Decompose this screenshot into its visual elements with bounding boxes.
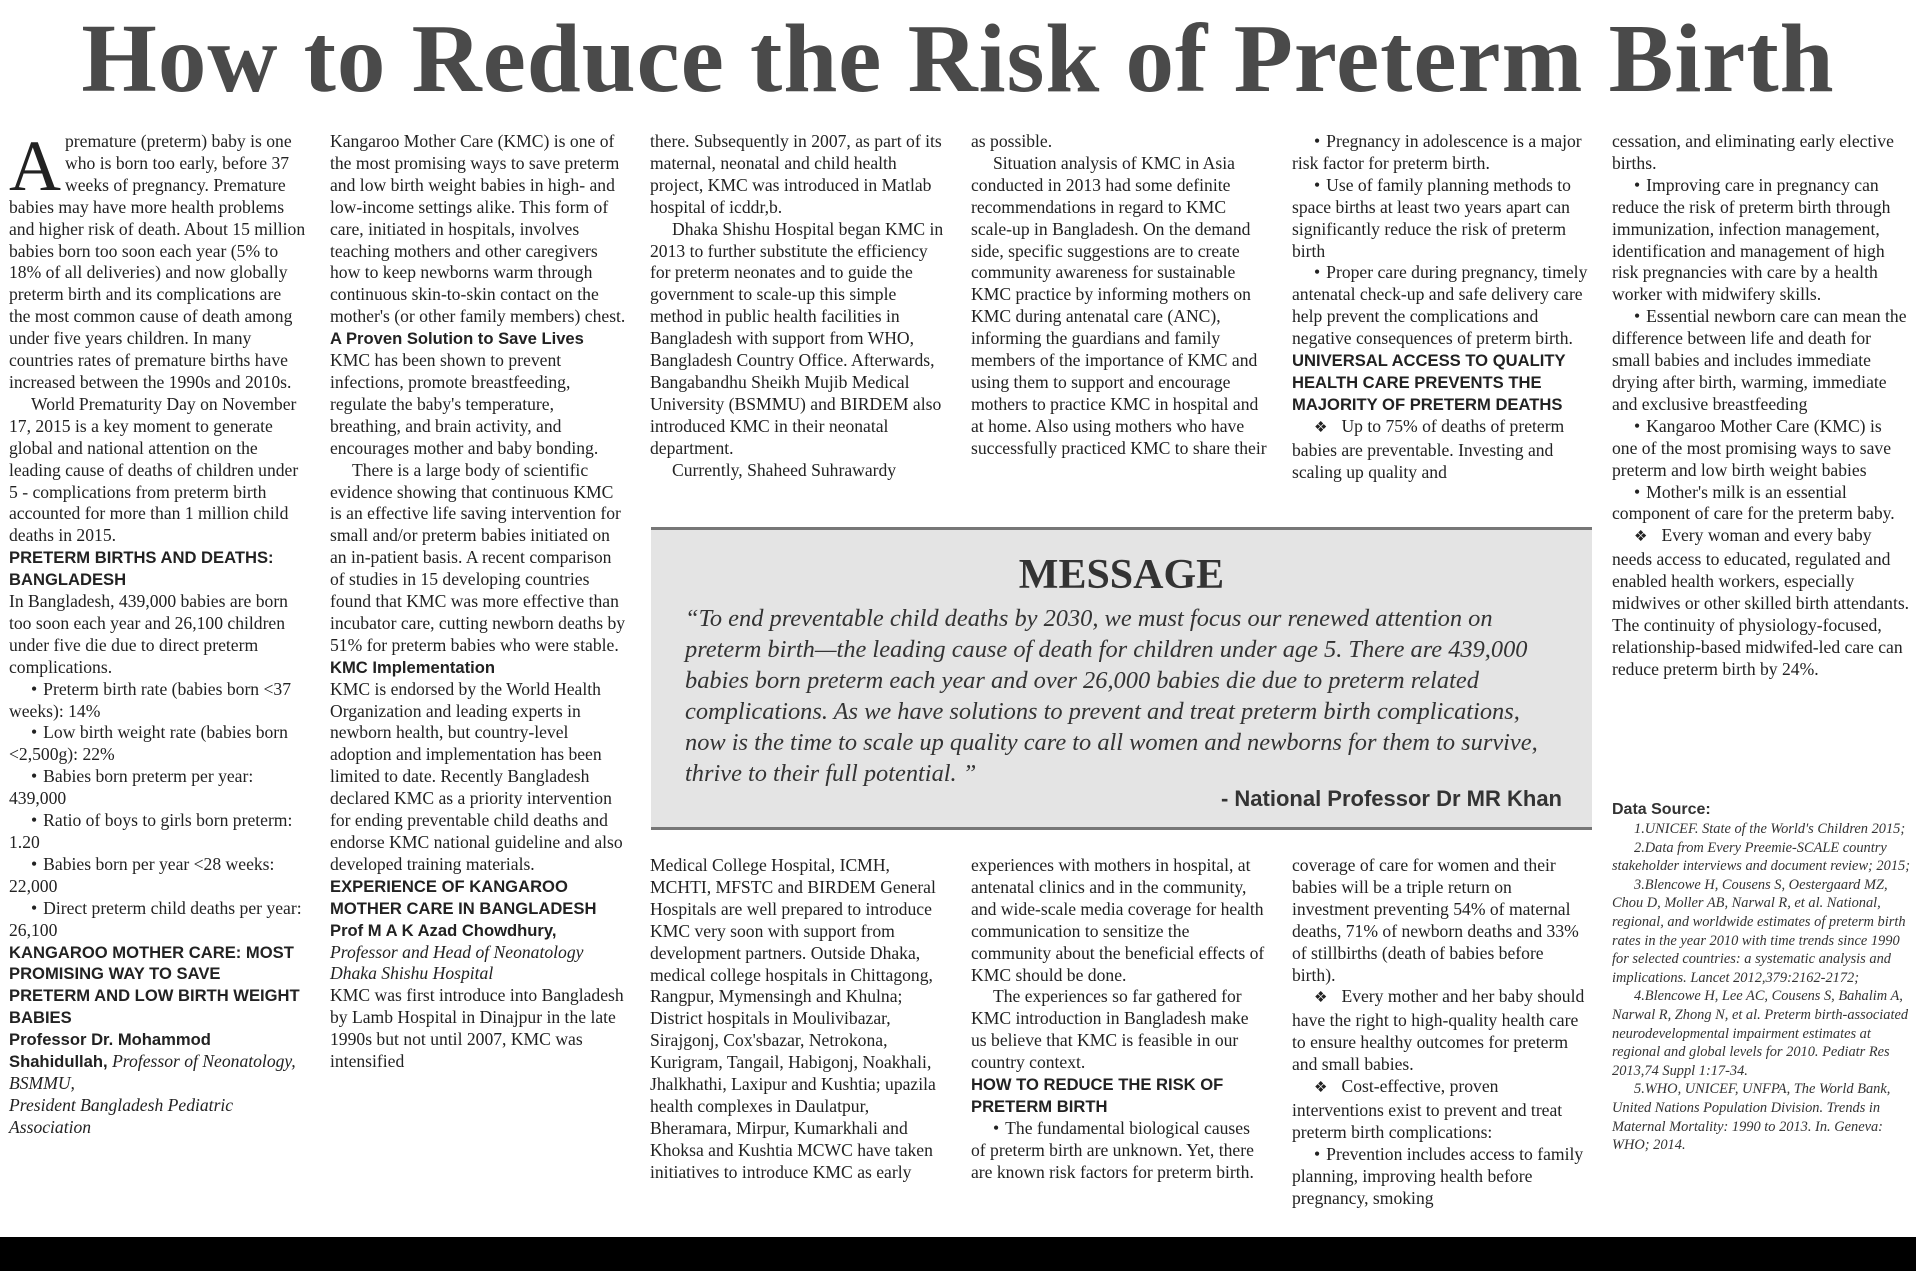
data-sources xyxy=(1612,800,1912,1155)
bullet-item: • Improving care in pregnancy can reduce the risk of preterm birth through immunization, infection management, identification and management of high risk pregnancies with care by a health worker with midwifery skills. xyxy=(1612,175,1910,306)
reference-item: 2.Data from Every Preemie-SCALE country stakeholder interviews and document review; 2015; xyxy=(1612,839,1911,875)
message-box xyxy=(651,527,1592,830)
intro-paragraph xyxy=(9,126,306,394)
author-role: Professor and Head of Neonatology xyxy=(330,941,584,962)
column-6 xyxy=(1612,131,1910,681)
column-2 xyxy=(330,131,626,1073)
paragraph: experiences with mothers in hospital, at antenatal clinics and in the community, and wide-scale media coverage for health communication to sensitize the community about the beneficial effects of KMC should be done. xyxy=(971,855,1265,985)
bullet-item: • Pregnancy in adolescence is a major risk factor for preterm birth. xyxy=(1292,131,1589,175)
stat-bullet: • Direct preterm child deaths per year: 26,100 xyxy=(9,898,306,942)
paragraph: KMC was first introduce into Bangladesh by Lamb Hospital in Dinajpur in the late 1990s but not until 2007, KMC was intensified xyxy=(330,985,624,1072)
author-name: Prof M A K Azad Chowdhury, xyxy=(330,920,557,940)
column-3-bottom xyxy=(650,855,947,1184)
paragraph: There is a large body of scientific evidence showing that continuous KMC is an effective life saving intervention for small and/or preterm babies initiated on an in-patient basis. A recent comparison of studies in 15 developing countries found that KMC was more effective than incubator care, cutting newborn deaths by 51% for preterm babies who were stable. xyxy=(330,459,626,655)
column-4-top xyxy=(971,131,1268,460)
paragraph: Kangaroo Mother Care (KMC) is one of the most promising ways to save preterm and low birth weight babies in high- and low-income settings alike. This form of care, initiated in hospitals, involves teaching mothers and other caregivers how to keep newborns warm through continuous skin-to-skin contact on the mother's (or other family members) chest. xyxy=(330,131,626,327)
paragraph: as possible. xyxy=(971,131,1053,151)
section-heading: KANGAROO MOTHER CARE: MOST PROMISING WAY TO SAVE PRETERM AND LOW BIRTH WEIGHT BABIES xyxy=(9,942,300,1028)
paragraph: The experiences so far gathered for KMC introduction in Bangladesh make us believe that KMC is feasible in our country context. xyxy=(971,986,1249,1073)
paragraph: there. Subsequently in 2007, as part of its maternal, neonatal and child health project, KMC was introduced in Matlab hospital of icddr,b. xyxy=(650,131,942,217)
column-5-bottom xyxy=(1292,855,1589,1210)
section-heading: UNIVERSAL ACCESS TO QUALITY HEALTH CARE PREVENTS THE MAJORITY OF PRETERM DEATHS xyxy=(1292,351,1566,414)
bullet-item: • Prevention includes access to family planning, improving health before pregnancy, smoking xyxy=(1292,1144,1589,1210)
message-quote: “To end preventable child deaths by 2030, we must focus our renewed attention on preterm birth—the leading cause of death for children under age 5. There are 439,000 babies born preterm each year and over 26,000 babies die due to preterm related complications. As we have solutions to prevent and treat preterm birth complications, now is the time to scale up quality care to all women and newborns for them to survive, thrive to their full potential. ” xyxy=(685,605,1538,787)
reference-item: 1.UNICEF. State of the World's Children 2015; xyxy=(1634,821,1906,837)
message-title: MESSAGE xyxy=(1018,552,1225,598)
stat-bullet: • Babies born preterm per year: 439,000 xyxy=(9,766,306,810)
author-role: Professor of Neonatology, BSMMU, xyxy=(9,1051,296,1093)
stat-bullet: • Babies born per year <28 weeks: 22,000 xyxy=(9,854,306,898)
reference-item: 4.Blencowe H, Lee AC, Cousens S, Bahalim A, Narwal R, Zhong N, et al. Preterm birth-associated neurodevelopmental impairment estimates at regional and global levels for 2010. Pediatr Res 2013,74 Suppl 1:17-34. xyxy=(1612,988,1909,1079)
paragraph: KMC has been shown to prevent infections, promote breastfeeding, regulate the baby's temperature, breathing, and brain activity, and encourages mother and baby bonding. xyxy=(330,350,599,458)
message-attribution: - National Professor Dr MR Khan xyxy=(1220,786,1562,811)
drop-cap: A xyxy=(9,126,61,206)
column-5-top xyxy=(1292,131,1589,484)
bullet-item: • Proper care during pregnancy, timely antenatal check-up and safe delivery care help prevent the complications and negative consequences of preterm birth. xyxy=(1292,262,1589,350)
author-role: President Bangladesh Pediatric Association xyxy=(9,1094,234,1137)
data-sources-title: Data Source: xyxy=(1612,801,1711,818)
column-1 xyxy=(9,126,306,1139)
diamond-bullet-item: ❖ Up to 75% of deaths of preterm babies are preventable. Investing and scaling up quality and xyxy=(1292,416,1589,484)
column-4-bottom xyxy=(971,855,1268,1184)
bullet-item: • The fundamental biological causes of preterm birth are unknown. Yet, there are known risk factors for preterm birth. xyxy=(971,1118,1268,1184)
bullet-item: • Kangaroo Mother Care (KMC) is one of the most promising ways to save preterm and low birth weight babies xyxy=(1612,416,1910,482)
paragraph: World Prematurity Day on November 17, 2015 is a key moment to generate global and national attention on the leading cause of deaths of children under 5 - complications from preterm birth accounted for more than 1 million child deaths in 2015. xyxy=(9,393,299,546)
section-heading: EXPERIENCE OF KANGAROO MOTHER CARE IN BANGLADESH xyxy=(330,876,597,918)
section-heading: PRETERM BIRTHS AND DEATHS: BANGLADESH xyxy=(9,548,274,590)
stat-bullet: • Ratio of boys to girls born preterm: 1.20 xyxy=(9,810,306,854)
diamond-bullet-item: ❖ Every mother and her baby should have the right to high-quality health care to ensure healthy outcomes for preterm and small babies. xyxy=(1292,986,1589,1076)
subheading: A Proven Solution to Save Lives xyxy=(330,329,584,349)
stat-bullet: • Low birth weight rate (babies born <2,500g): 22% xyxy=(9,722,306,766)
paragraph: Situation analysis of KMC in Asia conducted in 2013 had some definite recommendations in regard to KMC scale-up in Bangladesh. On the demand side, specific suggestions are to create community awareness for sustainable KMC practice by informing mothers on KMC during antenatal care (ANC), informing the guardians and family members of the importance of KMC and using them to support and encourage mothers to practice KMC in hospital and at home. Also using mothers who have successfully practiced KMC to share their xyxy=(971,152,1267,458)
paragraph: KMC is endorsed by the World Health Organization and leading experts in newborn health, but country-level adoption and implementation has been limited to date. Recently Bangladesh declared KMC as a priority intervention for ending preventable child deaths and endorse KMC national guideline and also developed training materials. xyxy=(330,678,623,874)
column-3-top xyxy=(650,131,947,482)
subheading: KMC Implementation xyxy=(330,657,496,677)
reference-item: 5.WHO, UNICEF, UNFPA, The World Bank, United Nations Population Division. Trends in Maternal Mortality: 1990 to 2013. In. Geneva: WHO; 2014. xyxy=(1612,1081,1891,1154)
intro-text: premature (preterm) baby is one who is born too early, before 37 weeks of pregnancy. Premature babies may have more health problems and higher risk of death. About 15 million babies born too soon each year (5% to 18% of all deliveries) and now globally preterm birth and its complications are the most common cause of death among under five years children. In many countries rates of premature births have increased between the 1990s and 2010s. xyxy=(9,131,306,392)
reference-item: 3.Blencowe H, Cousens S, Oestergaard MZ, Chou D, Moller AB, Narwal R, et al. National, regional, and worldwide estimates of preterm birth rates in the year 2010 with time trends since 1990 for selected countries: a systematic analysis and implications. Lancet 2012,379:2162-2172; xyxy=(1612,876,1906,986)
paragraph: coverage of care for women and their babies will be a triple return on investment preventing 54% of maternal deaths, 71% of newborn deaths and 33% of stillbirths (death of babies before birth). xyxy=(1292,855,1579,985)
paragraph: Medical College Hospital, ICMH, MCHTI, MFSTC and BIRDEM General Hospitals are well prepared to introduce KMC very soon with support from development partners. Outside Dhaka, medical college hospitals in Chittagong, Rangpur, Mymensingh and Khulna; District hospitals in Moulivibazar, Sirajgonj, Cox'sbazar, Netrokona, Kurigram, Tangail, Habigonj, Noakhali, Jhalkhathi, Laxipur and Kushtia; upazila health complexes in Daulatpur, Bheramara, Mirpur, Kumarkhali and Khoksa and Kushtia MCWC have taken initiatives to introduce KMC as early xyxy=(650,855,936,1182)
headline: How to Reduce the Risk of Preterm Birth xyxy=(81,5,1835,112)
stat-bullet: • Preterm birth rate (babies born <37 weeks): 14% xyxy=(9,679,306,723)
paragraph: cessation, and eliminating early elective births. xyxy=(1612,131,1894,173)
bullet-item: • Mother's milk is an essential component of care for the preterm baby. xyxy=(1612,482,1910,526)
author-role: Dhaka Shishu Hospital xyxy=(330,963,494,984)
section-heading: HOW TO REDUCE THE RISK OF PRETERM BIRTH xyxy=(971,1075,1224,1116)
author-name: Professor Dr. Mohammod Shahidullah, xyxy=(9,1030,211,1072)
diamond-bullet-item: ❖ Every woman and every baby needs access to educated, regulated and enabled health workers, especially midwives or other skilled birth attendants. The continuity of physiology-focused, relationship-based midwifed-led care can reduce preterm birth by 24%. xyxy=(1612,525,1910,680)
diamond-bullet-item: ❖ Cost-effective, proven interventions exist to prevent and treat preterm birth complications: xyxy=(1292,1076,1589,1144)
bullet-item: • Essential newborn care can mean the difference between life and death for small babies and includes immediate drying after birth, warming, immediate and exclusive breastfeeding xyxy=(1612,306,1910,416)
bullet-item: • Use of family planning methods to space births at least two years apart can significantly reduce the risk of preterm birth xyxy=(1292,175,1589,263)
author-byline xyxy=(9,1029,306,1139)
paragraph: Currently, Shaheed Suhrawardy xyxy=(672,459,897,480)
paragraph: In Bangladesh, 439,000 babies are born too soon each year and 26,100 children under five die due to direct preterm complications. xyxy=(9,591,288,677)
paragraph: Dhaka Shishu Hospital began KMC in 2013 to further substitute the efficiency for preterm neonates and to guide the government to scale-up this simple method in public health facilities in Bangladesh with support from WHO, Bangladesh Country Office. Afterwards, Bangabandhu Sheikh Mujib Medical University (BSMMU) and BIRDEM also introduced KMC in their neonatal department. xyxy=(650,218,944,458)
